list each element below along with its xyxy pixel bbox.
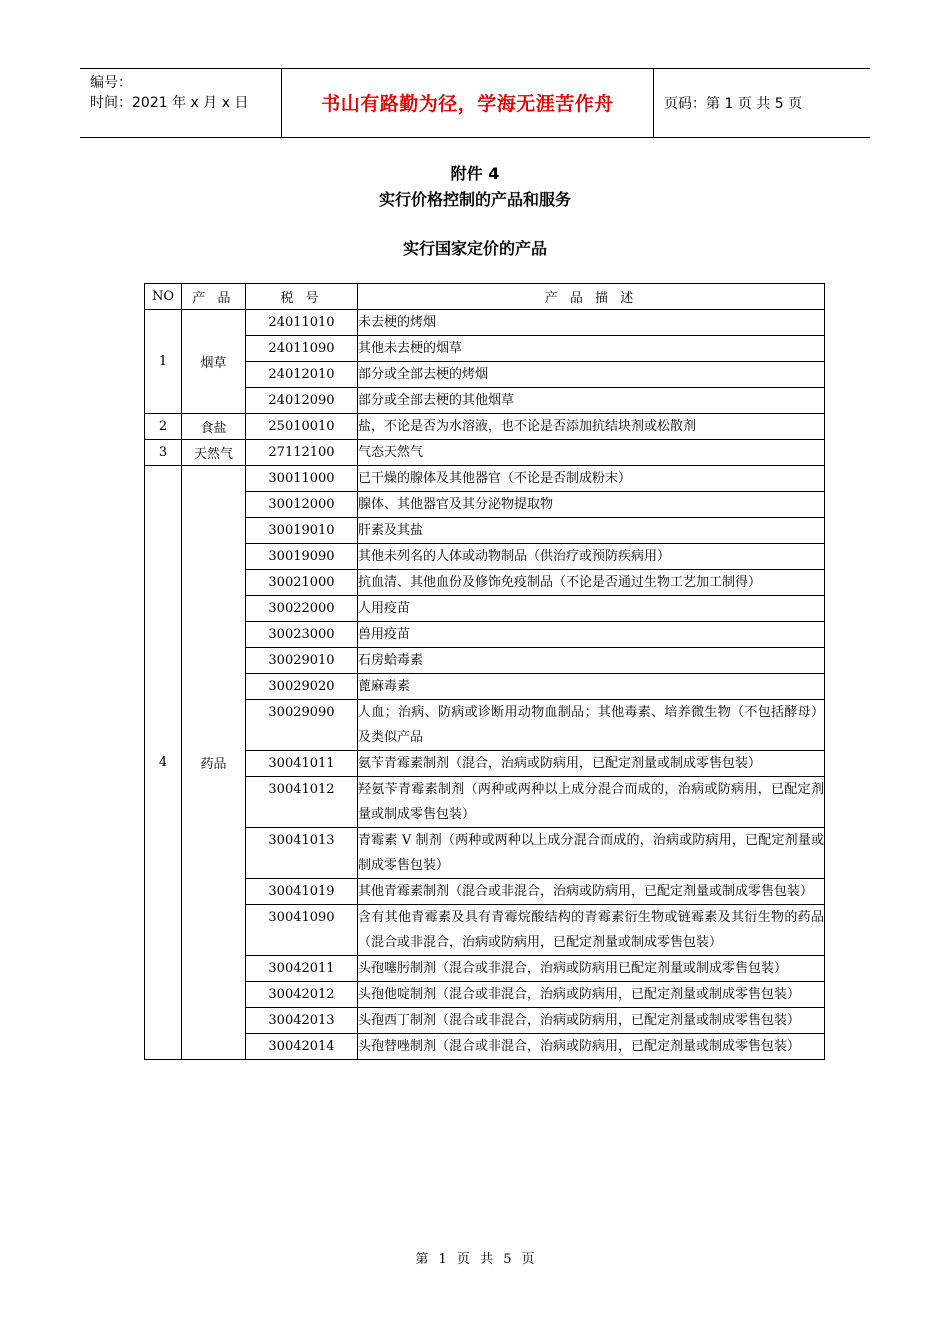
description-cell: 头孢他啶制剂（混合或非混合，治病或防病用，已配定剂量或制成零售包装） — [358, 982, 825, 1008]
group-number: 2 — [145, 414, 182, 440]
table-row — [145, 570, 825, 596]
description-cell: 盐，不论是否为水溶液，也不论是否添加抗结块剂或松散剂 — [358, 414, 825, 440]
header-tax-code: 税 号 — [246, 284, 358, 310]
section-title: 实行国家定价的产品 — [402, 239, 547, 258]
description-cell: 青霉素 V 制剂（两种或两种以上成分混合而成的，治病或防病用，已配定剂量或制成零售包装） — [358, 828, 825, 879]
table-row — [145, 648, 825, 674]
table-row — [145, 982, 825, 1008]
description-cell: 氨苄青霉素制剂（混合，治病或防病用，已配定剂量或制成零售包装） — [358, 751, 825, 777]
tax-code-cell: 30042013 — [246, 1008, 358, 1034]
header-product: 产 品 — [182, 284, 246, 310]
description-cell: 头孢噻肟制剂（混合或非混合，治病或防病用已配定剂量或制成零售包装） — [358, 956, 825, 982]
tax-code-cell: 30042014 — [246, 1034, 358, 1060]
table-row — [145, 905, 825, 956]
tax-code-cell: 30011000 — [246, 466, 358, 492]
table-body — [145, 310, 825, 1060]
attachment-title: 附件 4 — [450, 164, 500, 183]
group-product: 天然气 — [182, 440, 246, 466]
tax-code-cell: 30041011 — [246, 751, 358, 777]
tax-code-cell: 30012000 — [246, 492, 358, 518]
time-label: 时间：2021 年 x 月 x 日 — [90, 95, 249, 111]
table-row — [145, 879, 825, 905]
description-cell: 人用疫苗 — [358, 596, 825, 622]
description-cell: 头孢西丁制剂（混合或非混合，治病或防病用，已配定剂量或制成零售包装） — [358, 1008, 825, 1034]
product-table — [144, 283, 825, 1060]
description-cell: 石房蛤毒素 — [358, 648, 825, 674]
table-row — [145, 544, 825, 570]
description-cell: 腺体、其他器官及其分泌物提取物 — [358, 492, 825, 518]
tax-code-cell: 27112100 — [246, 440, 358, 466]
table-row — [145, 751, 825, 777]
header-no: NO — [145, 284, 182, 310]
group-number: 3 — [145, 440, 182, 466]
table-row — [145, 336, 825, 362]
group-product: 食盐 — [182, 414, 246, 440]
table-row — [145, 518, 825, 544]
table-row — [145, 362, 825, 388]
table-row — [145, 1034, 825, 1060]
table-row — [145, 956, 825, 982]
tax-code-cell: 30029010 — [246, 648, 358, 674]
description-cell: 其他未列名的人体或动物制品（供治疗或预防疾病用） — [358, 544, 825, 570]
table-row — [145, 777, 825, 828]
header-meta — [90, 73, 280, 113]
tax-code-cell: 24012090 — [246, 388, 358, 414]
tax-code-cell: 30041012 — [246, 777, 358, 828]
tax-code-cell: 30029090 — [246, 700, 358, 751]
tax-code-cell: 30023000 — [246, 622, 358, 648]
tax-code-cell: 24011010 — [246, 310, 358, 336]
table-row — [145, 492, 825, 518]
group-product: 药品 — [182, 466, 246, 1060]
description-cell: 其他青霉素制剂（混合或非混合，治病或防病用，已配定剂量或制成零售包装） — [358, 879, 825, 905]
description-cell: 羟氨苄青霉素制剂（两种或两种以上成分混合而成的，治病或防病用，已配定剂量或制成零售包装） — [358, 777, 825, 828]
tax-code-cell: 30029020 — [246, 674, 358, 700]
table-header-row — [145, 284, 825, 310]
description-cell: 部分或全部去梗的烤烟 — [358, 362, 825, 388]
group-number: 1 — [145, 310, 182, 414]
tax-code-cell: 25010010 — [246, 414, 358, 440]
tax-code-cell: 30042012 — [246, 982, 358, 1008]
table-row — [145, 828, 825, 879]
group-number: 4 — [145, 466, 182, 1060]
header-page-info: 页码：第 1 页 共 5 页 — [664, 96, 803, 112]
page-footer: 第 1 页 共 5 页 — [415, 1252, 535, 1267]
tax-code-cell: 30019010 — [246, 518, 358, 544]
number-label: 编号： — [90, 75, 132, 91]
description-cell: 部分或全部去梗的其他烟草 — [358, 388, 825, 414]
tax-code-cell: 30041090 — [246, 905, 358, 956]
document-header — [80, 68, 870, 138]
description-cell: 蓖麻毒素 — [358, 674, 825, 700]
header-divider — [653, 69, 654, 137]
description-cell: 头孢替唑制剂（混合或非混合，治病或防病用，已配定剂量或制成零售包装） — [358, 1034, 825, 1060]
tax-code-cell: 24011090 — [246, 336, 358, 362]
table-row — [145, 440, 825, 466]
header-description: 产 品 描 述 — [358, 284, 825, 310]
description-cell: 抗血清、其他血份及修饰免疫制品（不论是否通过生物工艺加工制得） — [358, 570, 825, 596]
table-row — [145, 622, 825, 648]
group-product: 烟草 — [182, 310, 246, 414]
table-row — [145, 1008, 825, 1034]
table-row — [145, 700, 825, 751]
tax-code-cell: 30041019 — [246, 879, 358, 905]
table-row — [145, 310, 825, 336]
tax-code-cell: 30021000 — [246, 570, 358, 596]
description-cell: 兽用疫苗 — [358, 622, 825, 648]
header-motto: 书山有路勤为径，学海无涯苦作舟 — [321, 93, 614, 115]
table-row — [145, 388, 825, 414]
document-title: 实行价格控制的产品和服务 — [378, 190, 571, 209]
tax-code-cell: 24012010 — [246, 362, 358, 388]
description-cell: 人血；治病、防病或诊断用动物血制品；其他毒素、培养微生物（不包括酵母）及类似产品 — [358, 700, 825, 751]
table-row — [145, 674, 825, 700]
description-cell: 未去梗的烤烟 — [358, 310, 825, 336]
tax-code-cell: 30041013 — [246, 828, 358, 879]
table-row — [145, 414, 825, 440]
tax-code-cell: 30019090 — [246, 544, 358, 570]
description-cell: 含有其他青霉素及具有青霉烷酸结构的青霉素衍生物或链霉素及其衍生物的药品（混合或非混合，治病或防病用，已配定剂量或制成零售包装） — [358, 905, 825, 956]
description-cell: 肝素及其盐 — [358, 518, 825, 544]
tax-code-cell: 30022000 — [246, 596, 358, 622]
table-row — [145, 596, 825, 622]
description-cell: 其他未去梗的烟草 — [358, 336, 825, 362]
tax-code-cell: 30042011 — [246, 956, 358, 982]
description-cell: 已干燥的腺体及其他器官（不论是否制成粉末） — [358, 466, 825, 492]
description-cell: 气态天然气 — [358, 440, 825, 466]
table-row — [145, 466, 825, 492]
